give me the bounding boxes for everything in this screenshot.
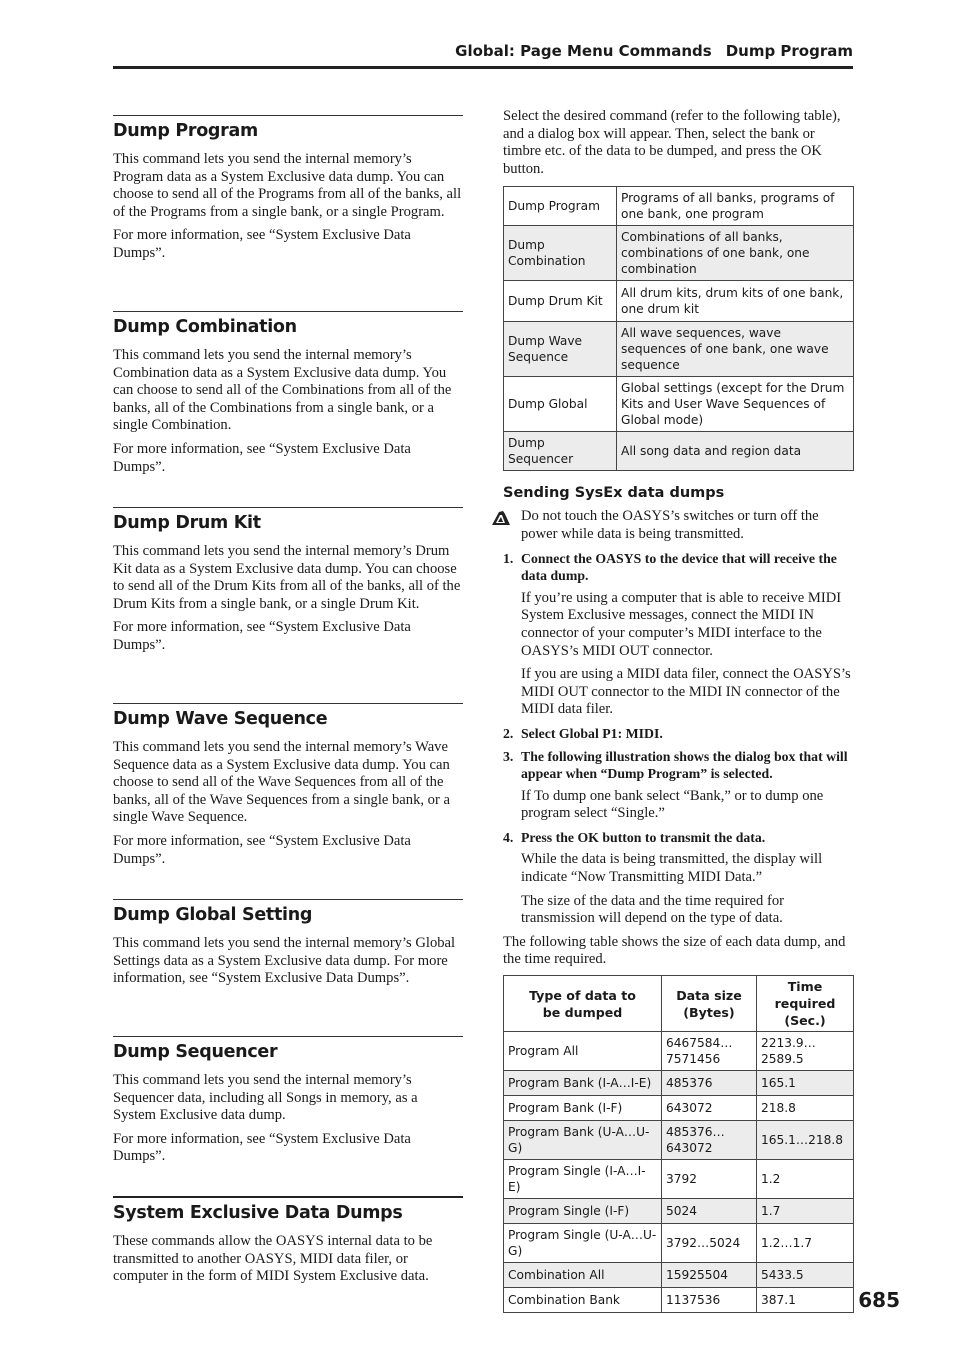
intro-text: Select the desired command (refer to the following table), and a dialog box will appear. Then, select the bank or timbre etc. of the data to be dumped, and press the OK button. — [503, 108, 841, 177]
step-paragraph: While the data is being transmitted, the display will indicate “Now Transmitting MIDI Data.” — [521, 851, 823, 886]
table-row — [504, 322, 854, 377]
cell-type: Combination All — [504, 1263, 662, 1288]
cell-size: 643072 — [662, 1096, 757, 1121]
command-desc: Combinations of all banks, combinations of one bank, one combination — [617, 226, 854, 281]
step-title: Press the OK button to transmit the data. — [521, 829, 766, 845]
cell-type: Program Bank (I-A…I-E) — [504, 1071, 662, 1096]
table-row — [504, 1096, 854, 1121]
step-paragraph: If To dump one bank select “Bank,” or to dump one program select “Single.” — [521, 787, 824, 822]
table-row — [504, 226, 854, 281]
section-sysex-dumps — [113, 1196, 463, 1286]
page-number: 685 — [858, 1288, 900, 1312]
cell-size: 15925504 — [662, 1263, 757, 1288]
table-row — [504, 187, 854, 226]
step-number: 4. — [503, 829, 514, 845]
cell-time: 1.2…1.7 — [757, 1224, 854, 1263]
size-table — [503, 975, 854, 1313]
table-row — [504, 1121, 854, 1160]
command-desc: Programs of all banks, programs of one bank, one program — [617, 187, 854, 226]
table-row — [504, 1160, 854, 1199]
command-desc: All wave sequences, wave sequences of one bank, one wave sequence — [617, 322, 854, 377]
cell-time: 2213.9… 2589.5 — [757, 1032, 854, 1071]
command-desc: Global settings (except for the Drum Kits and User Wave Sequences of Global mode) — [617, 377, 854, 432]
section-dump-global-setting — [113, 899, 463, 1036]
table-intro: The following table shows the size of each data dump, and the time required. — [503, 933, 846, 968]
cell-type: Program Single (I-A…I-E) — [504, 1160, 662, 1199]
step-2 — [503, 725, 853, 743]
table-row — [504, 377, 854, 432]
command-name: Dump Global — [504, 377, 617, 432]
cell-size: 485376 — [662, 1071, 757, 1096]
step-1-body — [503, 590, 853, 719]
running-header — [113, 42, 853, 60]
section-body: This command lets you send the internal memory’s Sequencer data, including all Songs in memory, as a System Exclusive data dump. — [113, 1072, 418, 1124]
subheading: Sending SysEx data dumps — [503, 485, 725, 502]
step-1 — [503, 550, 853, 585]
section-title: Dump Global Setting — [113, 905, 313, 925]
cell-size: 6467584… 7571456 — [662, 1032, 757, 1071]
cell-type: Program Single (I-F) — [504, 1199, 662, 1224]
command-name: Dump Drum Kit — [504, 281, 617, 322]
section-body: This command lets you send the internal memory’s Combination data as a System Exclusive data dump. You can choose to send all of the Combinations from all of the banks, all of the Combinations from a single bank, or a single Combination. — [113, 347, 452, 434]
warning-text: Do not touch the OASYS’s switches or turn off the power while data is being transmitted. — [521, 508, 819, 542]
column-header: Time required (Sec.) — [757, 976, 854, 1032]
cell-type: Program Bank (I-F) — [504, 1096, 662, 1121]
table-row — [504, 1288, 854, 1313]
section-more: For more information, see “System Exclusive Data Dumps”. — [113, 440, 411, 475]
table-row — [504, 1199, 854, 1224]
command-name: Dump Sequencer — [504, 432, 617, 471]
header-rule — [113, 66, 853, 69]
table-row — [504, 1263, 854, 1288]
table-header-row — [504, 976, 854, 1032]
step-paragraph: If you are using a MIDI data filer, connect the OASYS’s MIDI OUT connector to the MIDI IN connector of the MIDI data filer. — [521, 666, 851, 718]
section-more: For more information, see “System Exclusive Data Dumps”. — [113, 832, 411, 867]
command-desc: All drum kits, drum kits of one bank, one drum kit — [617, 281, 854, 322]
cell-time: 5433.5 — [757, 1263, 854, 1288]
section-title: Dump Wave Sequence — [113, 709, 328, 729]
header-topic: Dump Program — [725, 42, 853, 60]
right-column — [503, 108, 853, 1313]
section-title: Dump Sequencer — [113, 1042, 278, 1062]
section-more: For more information, see “System Exclusive Data Dumps”. — [113, 227, 411, 261]
cell-size: 485376… 643072 — [662, 1121, 757, 1160]
section-body: These commands allow the OASYS internal data to be transmitted to another OASYS, MIDI data filer, or computer in the form of MIDI System Exclusive data. — [113, 1233, 433, 1285]
table-row — [504, 1224, 854, 1263]
section-dump-program — [113, 115, 463, 311]
section-body: This command lets you send the internal memory’s Program data as a System Exclusive data dump. You can choose to send all of the Programs from all of the banks, all of the Programs from a single bank, or a single Program. — [113, 151, 462, 220]
cell-time: 1.7 — [757, 1199, 854, 1224]
header-section: Global: Page Menu Commands — [455, 42, 712, 60]
step-4-body — [503, 851, 853, 927]
caution-hand-icon — [490, 509, 512, 527]
section-body: This command lets you send the internal memory’s Wave Sequence data as a System Exclusive data dump. You can choose to send all of the Wave Sequences from all of the banks, all of the Wave Sequences from a single bank, or a single Wave Sequence. — [113, 739, 450, 826]
cell-size: 3792 — [662, 1160, 757, 1199]
section-dump-wave-sequence — [113, 703, 463, 899]
left-column — [113, 115, 463, 1292]
cell-time: 218.8 — [757, 1096, 854, 1121]
cell-size: 3792…5024 — [662, 1224, 757, 1263]
cell-time: 165.1 — [757, 1071, 854, 1096]
command-desc: All song data and region data — [617, 432, 854, 471]
column-header: Type of data to be dumped — [504, 976, 662, 1032]
cell-type: Program All — [504, 1032, 662, 1071]
table-row — [504, 281, 854, 322]
step-number: 3. — [503, 748, 514, 764]
column-header: Data size (Bytes) — [662, 976, 757, 1032]
cell-time: 387.1 — [757, 1288, 854, 1313]
command-name: Dump Combination — [504, 226, 617, 281]
section-body: This command lets you send the internal memory’s Drum Kit data as a System Exclusive data dump. You can choose to send all of the Drum Kits from all of the banks, all of the Drum Kits from a single bank, or a single Drum Kit. — [113, 543, 461, 612]
step-title: Connect the OASYS to the device that will receive the data dump. — [521, 550, 837, 584]
table-row — [504, 432, 854, 471]
cell-type: Combination Bank — [504, 1288, 662, 1313]
section-more: For more information, see “System Exclusive Data Dumps”. — [113, 619, 411, 653]
section-title: Dump Program — [113, 121, 258, 141]
table-row — [504, 1032, 854, 1071]
table-row — [504, 1071, 854, 1096]
cell-size: 1137536 — [662, 1288, 757, 1313]
step-number: 2. — [503, 725, 514, 741]
step-paragraph: The size of the data and the time required for transmission will depend on the type of data. — [521, 892, 784, 927]
command-name: Dump Wave Sequence — [504, 322, 617, 377]
cell-type: Program Single (U-A…U-G) — [504, 1224, 662, 1263]
step-3-body — [503, 788, 853, 823]
section-dump-drum-kit — [113, 507, 463, 703]
cell-time: 165.1…218.8 — [757, 1121, 854, 1160]
cell-type: Program Bank (U-A…U-G) — [504, 1121, 662, 1160]
section-body: This command lets you send the internal memory’s Global Settings data as a System Exclusive data dump. For more information, see “System Exclusive Data Dumps”. — [113, 935, 456, 987]
step-3 — [503, 748, 853, 783]
step-number: 1. — [503, 550, 514, 566]
command-name: Dump Program — [504, 187, 617, 226]
cell-size: 5024 — [662, 1199, 757, 1224]
section-title: System Exclusive Data Dumps — [113, 1203, 403, 1223]
section-dump-combination — [113, 311, 463, 507]
command-table — [503, 186, 854, 471]
warning-note — [503, 508, 853, 543]
step-title: The following illustration shows the dialog box that will appear when “Dump Program” is selected. — [521, 748, 848, 782]
section-more: For more information, see “System Exclusive Data Dumps”. — [113, 1130, 411, 1165]
step-paragraph: If you’re using a computer that is able to receive MIDI System Exclusive messages, connect the MIDI IN connector of your computer’s MIDI interface to the OASYS’s MIDI OUT connector. — [521, 589, 842, 659]
section-title: Dump Combination — [113, 317, 297, 337]
cell-time: 1.2 — [757, 1160, 854, 1199]
step-4 — [503, 829, 853, 847]
section-dump-sequencer — [113, 1036, 463, 1196]
section-title: Dump Drum Kit — [113, 513, 261, 533]
step-title: Select Global P1: MIDI. — [521, 725, 663, 741]
